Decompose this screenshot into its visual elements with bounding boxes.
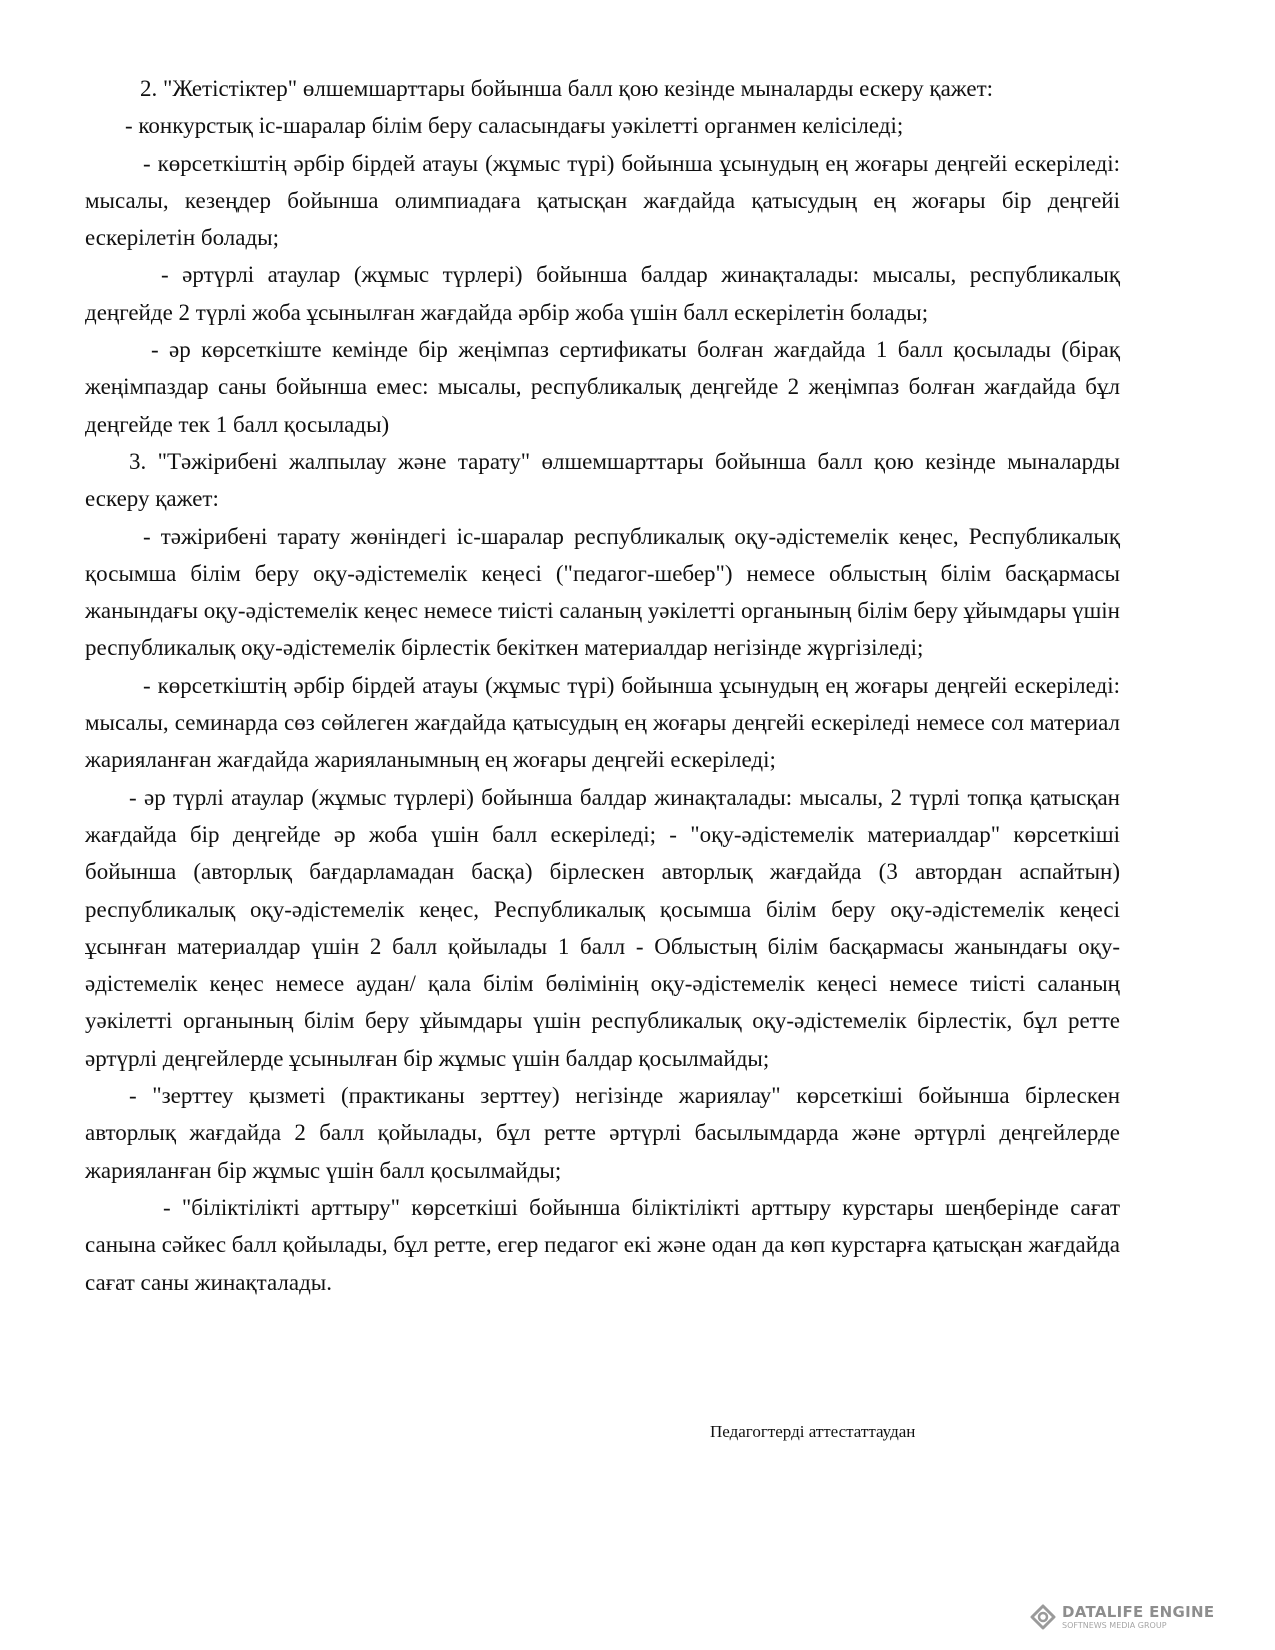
paragraph-bullet: - тәжірибені тарату жөніндегі іс-шаралар республикалық оқу-әдістемелік кеңес, Республикалық қосымша білім беру оқу-әдістемелік кеңесі ("педагог-шебер") немесе облыстың білім басқармасы жанындағы оқу-әдістемелік кеңес немесе тиісті саланың уәкілетті органының білім беру ұйымдары үшін республикалық оқу-әдістемелік бірлестік бекіткен материалдар негізінде жүргізіледі; [85,523,1120,661]
paragraph-bullet: - "зерттеу қызметі (практиканы зерттеу) негізінде жариялау" көрсеткіші бойынша бірлескен авторлық жағдайда 2 балл қойылады, бұл ретте әртүрлі басылымдарда және әртүрлі деңгейлерде жарияланған бір жұмыс үшін балл қосылмайды; [85,1083,1120,1183]
datalife-engine-logo-icon [1030,1604,1056,1630]
paragraph-bullet: - "біліктілікті арттыру" көрсеткіші бойынша біліктілікті арттыру курстары шеңберінде сағат санына сәйкес балл қойылады, бұл ретте, егер педагог екі және одан да көп курстарға қатысқан жағдайда сағат саны жинақталады. [85,1194,1120,1295]
paragraph-bullet: - конкурстық іс-шаралар білім беру саласындағы уәкілетті органмен келісіледі; [125,113,904,139]
document-body [85,70,1120,1301]
watermark-title: DATALIFE ENGINE [1062,1602,1215,1621]
paragraph-bullet: - көрсеткіштің әрбір бірдей атауы (жұмыс түрі) бойынша ұсынудың ең жоғары деңгейі ескеріледі: мысалы, семинарда сөз сөйлеген жағдайда қатысудың ең жоғары деңгейі ескеріледі немесе сол материал жарияланған жағдайда жарияланымның ең жоғары деңгейі ескеріледі; [85,672,1120,773]
paragraph-section-2-heading: 2. "Жетістіктер" өлшемшарттары бойынша балл қою кезінде мыналарды ескеру қажет: [140,76,994,101]
paragraph-section-3-heading: 3. "Тәжірибені жалпылау және тарату" өлшемшарттары бойынша балл қою кезінде мыналарды ескеру қажет: [85,448,1120,512]
paragraph-bullet: - көрсеткіштің әрбір бірдей атауы (жұмыс түрі) бойынша ұсынудың ең жоғары деңгейі ескеріледі: мысалы, кезеңдер бойынша олимпиадаға қатысқан жағдайда қатысудың ең жоғары бір деңгейі ескерілетін болады; [85,150,1120,251]
paragraph-bullet: - әртүрлі атаулар (жұмыс түрлері) бойынша балдар жинақталады: мысалы, республикалық деңгейде 2 түрлі жоба ұсынылған жағдайда әрбір жоба үшін балл ескерілетін болады; [85,262,1120,325]
watermark-subtitle: SOFTNEWS MEDIA GROUP [1062,1620,1167,1630]
source-note: Педагогтерді аттестаттаудан [710,1422,916,1441]
watermark [1030,1600,1270,1634]
paragraph-bullet: - әр көрсеткіште кемінде бір жеңімпаз сертификаты болған жағдайда 1 балл қосылады (бірақ жеңімпаздар саны бойынша емес: мысалы, республикалық деңгейде 2 жеңімпаз болған жағдайда бұл деңгейде тек 1 балл қосылады) [85,337,1120,437]
paragraph-bullet: - әр түрлі атаулар (жұмыс түрлері) бойынша балдар жинақталады: мысалы, 2 түрлі топқа қатысқан жағдайда бір деңгейде әр жоба үшін балл ескеріледі; - "оқу-әдістемелік материалдар" көрсеткіші бойынша (авторлық бағдарламадан басқа) бірлескен авторлық жағдайда (3 автордан аспайтын) республикалық оқу-әдістемелік кеңес, Республикалық қосымша білім беру оқу-әдістемелік кеңесі ұсынған материалдар үшін 2 балл қойылады 1 балл - Облыстың білім басқармасы жанындағы оқу-әдістемелік кеңес немесе аудан/ қала білім бөлімінің оқу-әдістемелік кеңесі немесе тиісті саланың уәкілетті органының білім беру ұйымдары үшін республикалық оқу-әдістемелік бірлестік, бұл ретте әртүрлі деңгейлерде ұсынылған бір жұмыс үшін балдар қосылмайды; [85,784,1120,1071]
